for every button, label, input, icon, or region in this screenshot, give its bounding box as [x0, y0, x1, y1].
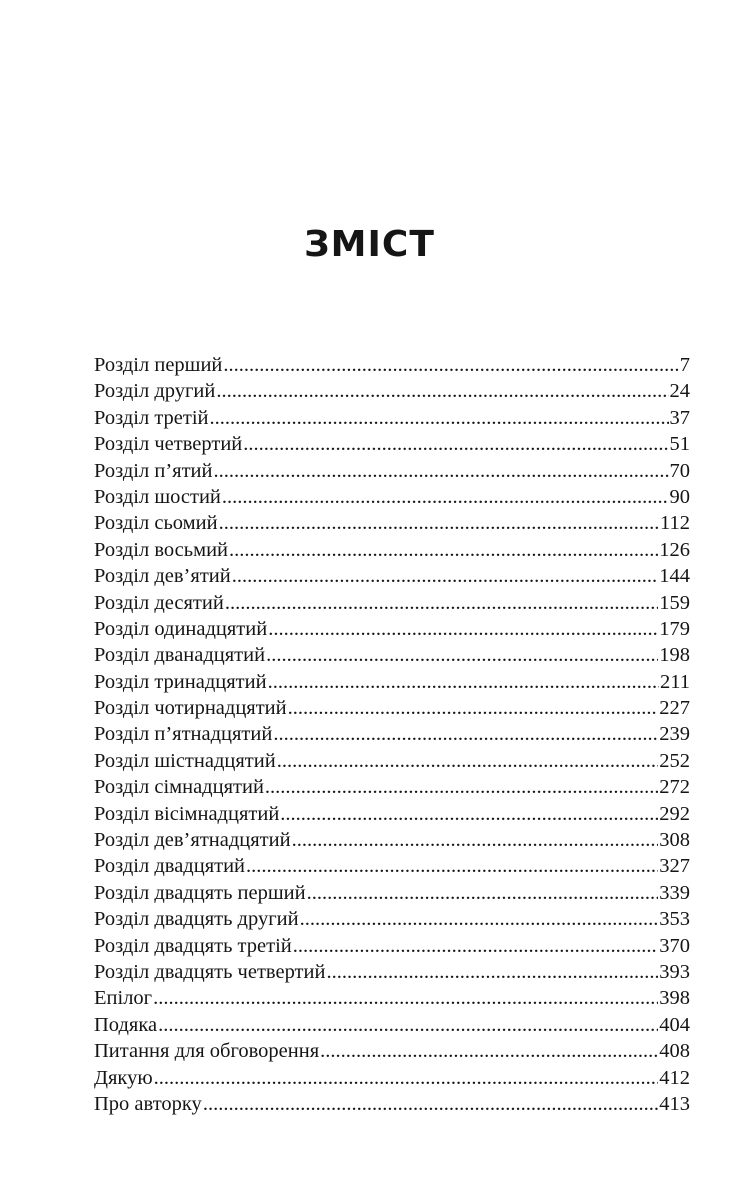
dot-leader	[229, 537, 658, 563]
dot-leader	[246, 853, 658, 879]
toc-entry-label: Розділ двадцять третій	[94, 934, 292, 957]
toc-entry	[94, 959, 690, 985]
toc-entry-label: Розділ перший	[94, 354, 223, 376]
dot-leader	[273, 721, 658, 747]
toc-entry	[94, 880, 690, 906]
dot-leader	[213, 458, 668, 484]
toc-entry-page-number: 90	[669, 485, 690, 508]
dot-leader	[288, 695, 659, 721]
toc-entry-page-number: 24	[669, 380, 690, 403]
toc-entry-page-number: 393	[659, 960, 690, 983]
toc-entry-label: Розділ вісімнадцятий	[94, 802, 280, 825]
dot-leader	[203, 1091, 658, 1117]
toc-entry-page-number: 339	[659, 881, 690, 904]
dot-leader	[266, 642, 658, 668]
toc-entry	[94, 853, 690, 879]
table-of-contents	[94, 352, 690, 1117]
toc-entry	[94, 1091, 690, 1117]
toc-entry-page-number: 144	[659, 565, 690, 588]
toc-entry	[94, 669, 690, 695]
toc-entry-page-number: 112	[660, 512, 690, 535]
toc-entry	[94, 748, 690, 774]
toc-entry-page-number: 412	[659, 1066, 690, 1089]
dot-leader	[280, 801, 658, 827]
toc-entry-page-number: 292	[659, 802, 690, 825]
toc-entry	[94, 906, 690, 932]
toc-entry-page-number: 327	[659, 855, 690, 878]
toc-entry-page-number: 126	[659, 538, 690, 561]
dot-leader	[268, 616, 658, 642]
toc-entry-label: Розділ шістнадцятий	[94, 749, 276, 772]
toc-entry-label: Розділ восьмий	[94, 538, 229, 561]
dot-leader	[300, 906, 659, 932]
toc-entry-page-number: 37	[669, 406, 690, 429]
dot-leader	[222, 484, 669, 510]
dot-leader	[219, 510, 659, 536]
toc-entry-label: Розділ другий	[94, 380, 216, 403]
dot-leader	[293, 933, 659, 959]
toc-entry-page-number: 370	[659, 934, 690, 957]
dot-leader	[326, 959, 658, 985]
toc-entry	[94, 458, 690, 484]
toc-entry-label: Питання для обговорення	[94, 1040, 320, 1063]
dot-leader	[223, 352, 678, 378]
toc-entry	[94, 484, 690, 510]
toc-entry	[94, 616, 690, 642]
toc-entry-page-number: 239	[659, 723, 690, 746]
toc-entry-label: Подяка	[94, 1013, 158, 1036]
toc-entry-label: Розділ двадцять четвертий	[94, 960, 326, 983]
dot-leader	[307, 880, 659, 906]
toc-entry-page-number: 211	[660, 670, 690, 693]
toc-entry	[94, 563, 690, 589]
toc-entry	[94, 537, 690, 563]
dot-leader	[292, 827, 659, 853]
toc-entry-page-number: 227	[659, 697, 690, 720]
toc-entry-label: Розділ сьомий	[94, 512, 218, 535]
toc-entry	[94, 774, 690, 800]
toc-entry	[94, 721, 690, 747]
dot-leader	[232, 563, 659, 589]
toc-entry-page-number: 252	[659, 749, 690, 772]
toc-entry-page-number: 413	[659, 1092, 690, 1115]
toc-entry	[94, 827, 690, 853]
toc-entry-label: Розділ двадцятий	[94, 855, 246, 878]
toc-entry-page-number: 272	[659, 776, 690, 799]
toc-entry	[94, 801, 690, 827]
toc-entry	[94, 378, 690, 404]
toc-entry-label: Розділ п’ятий	[94, 459, 213, 482]
toc-entry-label: Розділ десятий	[94, 591, 224, 614]
toc-entry	[94, 1012, 690, 1038]
toc-entry-label: Розділ тринадцятий	[94, 670, 267, 693]
toc-entry-page-number: 198	[659, 644, 690, 667]
toc-entry	[94, 510, 690, 536]
toc-entry-label: Розділ двадцять другий	[94, 908, 299, 931]
toc-entry	[94, 1065, 690, 1091]
toc-entry	[94, 695, 690, 721]
toc-entry-page-number: 70	[669, 459, 690, 482]
toc-entry-page-number: 179	[659, 617, 690, 640]
dot-leader	[216, 378, 668, 404]
toc-entry-label: Розділ чотирнадцятий	[94, 697, 287, 720]
toc-entry	[94, 985, 690, 1011]
toc-entry	[94, 352, 690, 378]
toc-entry	[94, 642, 690, 668]
dot-leader	[225, 590, 658, 616]
toc-entry	[94, 1038, 690, 1064]
page-title: ЗМІСТ	[304, 224, 435, 265]
dot-leader	[265, 774, 658, 800]
toc-entry-page-number: 159	[659, 591, 690, 614]
toc-entry	[94, 431, 690, 457]
toc-entry-label: Розділ одинадцятий	[94, 617, 268, 640]
toc-entry-label: Епілог	[94, 987, 153, 1010]
toc-entry-label: Розділ п’ятнадцятий	[94, 723, 273, 746]
toc-entry-page-number: 398	[659, 987, 690, 1010]
dot-leader	[210, 405, 669, 431]
toc-entry-page-number: 408	[659, 1040, 690, 1063]
dot-leader	[268, 669, 659, 695]
toc-entry	[94, 405, 690, 431]
toc-entry-label: Розділ шостий	[94, 485, 221, 508]
dot-leader	[320, 1038, 658, 1064]
toc-entry-label: Розділ дев’ятнадцятий	[94, 829, 291, 852]
toc-entry-label: Розділ сімнадцятий	[94, 776, 264, 799]
toc-entry-label: Розділ дев’ятий	[94, 565, 231, 588]
toc-entry	[94, 933, 690, 959]
toc-entry-label: Дякую	[94, 1066, 153, 1089]
toc-entry-label: Розділ двадцять перший	[94, 881, 306, 904]
toc-entry-label: Про авторку	[94, 1092, 202, 1115]
toc-entry-page-number: 353	[659, 908, 690, 931]
dot-leader	[243, 431, 668, 457]
toc-entry-label: Розділ дванадцятий	[94, 644, 266, 667]
toc-entry-page-number: 404	[659, 1013, 690, 1036]
toc-entry-label: Розділ четвертий	[94, 433, 243, 456]
dot-leader	[153, 985, 658, 1011]
dot-leader	[277, 748, 659, 774]
toc-entry-page-number: 7	[679, 354, 690, 376]
toc-entry-label: Розділ третій	[94, 406, 209, 429]
dot-leader	[154, 1065, 659, 1091]
toc-entry-page-number: 308	[659, 829, 690, 852]
toc-entry-page-number: 51	[669, 433, 690, 456]
dot-leader	[158, 1012, 658, 1038]
toc-entry	[94, 590, 690, 616]
